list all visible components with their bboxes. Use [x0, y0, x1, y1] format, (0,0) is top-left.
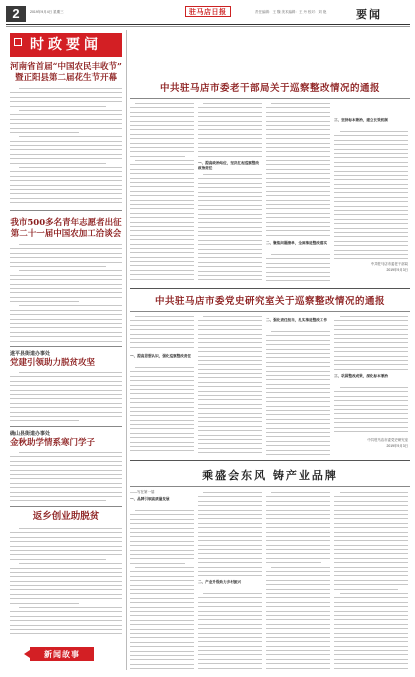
sidebar-divider	[126, 30, 127, 670]
sidebar-story3-body	[10, 372, 122, 424]
top-article-col4	[334, 131, 408, 259]
top-article-rule	[130, 98, 410, 99]
section-name: 要闻	[356, 8, 382, 21]
sidebar-story1-title: 河南省首届“中国农民丰收节”	[10, 62, 122, 72]
header-rule	[6, 24, 410, 25]
middle-article-col1a	[130, 316, 194, 350]
middle-article-head-3: 三、巩固整改成果，深化标本兼治	[334, 374, 388, 378]
feature-article-title: 乘盛会东风 铸产业品牌	[202, 469, 338, 482]
middle-article-rule	[130, 311, 410, 312]
feature-article-col3	[266, 492, 330, 670]
middle-article-signoff-date: 2019年9月3日	[386, 444, 408, 448]
sidebar-divider-2	[10, 346, 122, 347]
sidebar-story3-kicker: 遂平县街道办事处	[10, 351, 51, 357]
sidebar-story4-title: 金秋助学情系寒门学子	[10, 438, 96, 448]
top-article-title: 中共驻马店市委老干部局关于巡察整改情况的通报	[159, 83, 380, 94]
feature-article-col1	[130, 510, 194, 670]
feature-article-head-1: 一、品牌引领高质量发展	[130, 497, 170, 501]
middle-article-col4a	[334, 316, 408, 372]
top-article-signoff-date: 2019年9月3日	[386, 268, 408, 272]
sidebar-badge	[10, 33, 122, 57]
middle-article-signoff: 中共驻马店市委党史研究室	[367, 438, 408, 442]
top-article-col3b	[266, 254, 330, 283]
sidebar-story2-subtitle: 第二十一届中国农加工洽谈会	[10, 229, 122, 239]
sidebar-badge-label: 时政要闻	[30, 37, 102, 53]
badge-corner-icon	[14, 38, 22, 46]
middle-article-head-2: 二、强化责任担当，扎实推进整改工作	[266, 318, 328, 322]
top-article-col1	[130, 103, 194, 283]
news-story-badge: 新闻故事	[30, 647, 94, 661]
sidebar-divider-3	[10, 426, 122, 427]
article-divider-1	[130, 288, 410, 289]
top-article-head-2: 二、聚焦问题清单，全面推进整改落实	[266, 241, 328, 245]
top-article-col3a	[266, 103, 330, 238]
header-rule-thin	[6, 26, 410, 27]
sidebar-story1-subtitle: 暨正阳县第二届花生节开幕	[14, 73, 117, 83]
sidebar-story2-body	[10, 244, 122, 344]
sidebar-story3-title: 党建引领助力脱贫攻坚	[10, 358, 96, 368]
sidebar-story1-body	[10, 88, 122, 206]
feature-article-kicker: ——写在第一届	[130, 490, 155, 494]
middle-article-head-1: 一、提高思想认识，强化巡察整改责任	[130, 354, 192, 358]
sidebar-divider-1	[10, 210, 122, 211]
top-article-col2a	[198, 103, 262, 159]
editor-credits: 责任编辑：王 魏 美术编辑：王 丹 校对：刘 艳	[255, 10, 327, 14]
feature-article-col2a	[198, 492, 262, 577]
feature-article-col2b	[198, 593, 262, 670]
feature-article-rule	[130, 486, 410, 487]
top-article-col2b	[198, 174, 262, 283]
middle-article-col4b	[334, 387, 408, 435]
issue-date: 2019年9月4日 星期三	[30, 10, 64, 14]
article-divider-2	[130, 460, 410, 461]
top-article-signoff: 中共驻马店市委老干部局	[370, 262, 408, 266]
sidebar-story2-title: 我市500多名青年志愿者出征	[10, 218, 122, 228]
top-article-head-1: 一、提高政治站位，坚决扛起巡察整改政治责任	[198, 161, 260, 170]
sidebar-story5-body	[10, 528, 122, 640]
middle-article-title: 中共驻马店市委党史研究室关于巡察整改情况的通报	[154, 296, 385, 307]
sidebar-divider-4	[10, 506, 122, 507]
feature-article-col4	[334, 492, 408, 670]
sidebar-story5-title: 返乡创业助脱贫	[32, 511, 100, 522]
sidebar-story4-kicker: 确山县街道办事处	[10, 431, 51, 437]
middle-article-col1b	[130, 367, 194, 455]
middle-article-col3	[266, 331, 330, 455]
sidebar-story4-body	[10, 452, 122, 504]
top-article-head-3: 三、坚持标本兼治，建立长效机制	[334, 118, 388, 122]
feature-article-head-2: 二、产业升级助力乡村振兴	[198, 580, 242, 584]
newspaper-brand: 驻马店日报	[185, 6, 231, 17]
page-number: 2	[6, 6, 26, 22]
middle-article-col2	[198, 316, 262, 455]
